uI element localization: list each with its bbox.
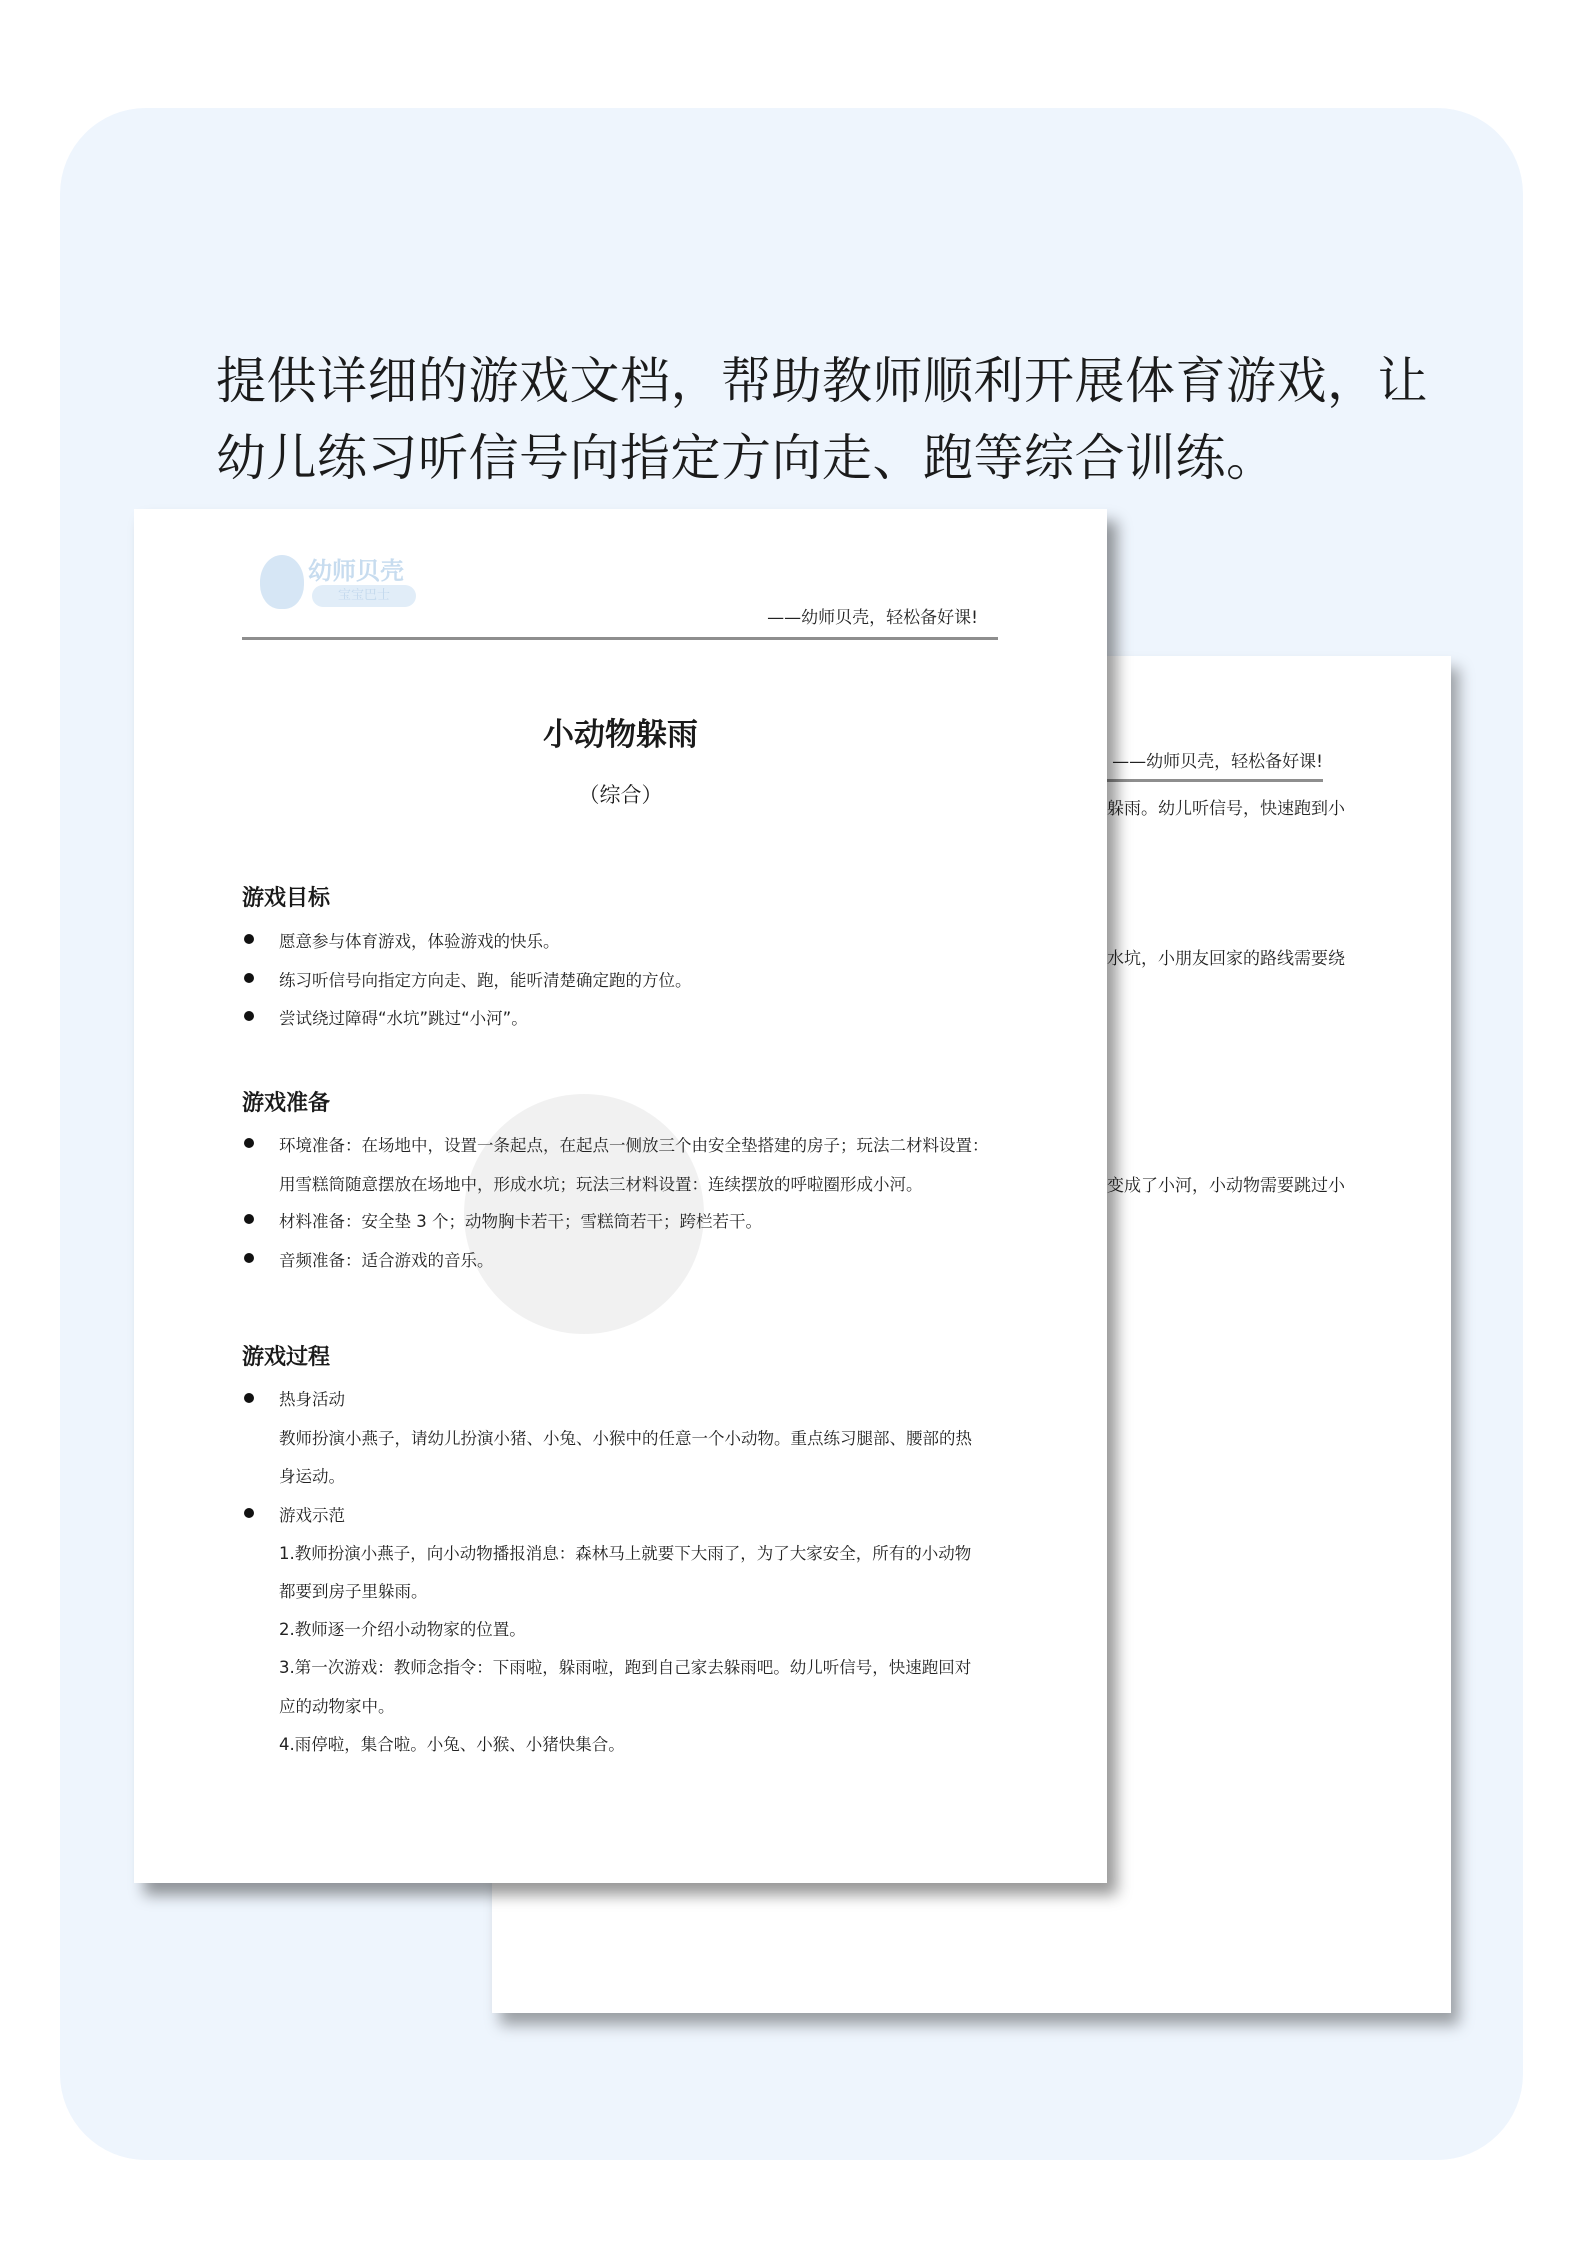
- bullet-icon: [244, 1253, 254, 1263]
- list-item: 尝试绕过障碍“水坑”跳过“小河”。: [279, 1009, 528, 1028]
- doc-title: 小动物躲雨: [543, 717, 698, 753]
- page-tagline: ——幼师贝壳，轻松备好课!: [767, 608, 978, 628]
- body-line: 应的动物家中。: [279, 1697, 395, 1716]
- section-heading: 游戏目标: [242, 886, 331, 911]
- body-line: 教师扮演小燕子，请幼儿扮演小猪、小兔、小猴中的任意一个小动物。重点练习腿部、腰部的热: [279, 1429, 972, 1448]
- headline-line: 提供详细的游戏文档，帮助教师顺利开展体育游戏，让: [216, 352, 1428, 410]
- bullet-icon: [244, 1214, 254, 1224]
- page-tagline: ——幼师贝壳，轻松备好课!: [1112, 752, 1323, 772]
- bullet-icon: [244, 1138, 254, 1148]
- body-line: 水坑，小朋友回家的路线需要绕: [1107, 949, 1345, 969]
- bullet-icon: [244, 1011, 254, 1021]
- list-item: 音频准备：适合游戏的音乐。: [279, 1251, 494, 1270]
- body-line: 1.教师扮演小燕子，向小动物播报消息：森林马上就要下大雨了，为了大家安全，所有的小动物: [279, 1544, 972, 1563]
- body-line: 变成了小河，小动物需要跳过小: [1107, 1176, 1345, 1196]
- list-item: 游戏示范: [279, 1506, 345, 1525]
- headline-line: 幼儿练习听信号向指定方向走、跑等综合训练。: [216, 429, 1277, 487]
- headline: [216, 343, 1476, 497]
- list-item: 热身活动: [279, 1390, 345, 1409]
- logo-sub: 宝宝巴士: [312, 585, 416, 607]
- list-item: 材料准备：安全垫 3 个；动物胸卡若干；雪糕筒若干；跨栏若干。: [279, 1212, 762, 1231]
- brand-logo: [260, 551, 430, 617]
- logo-name: 幼师贝壳: [308, 557, 404, 585]
- bullet-icon: [244, 934, 254, 944]
- section-heading: 游戏过程: [242, 1345, 331, 1370]
- bullet-icon: [244, 1508, 254, 1518]
- section-heading: 游戏准备: [242, 1091, 331, 1116]
- shell-logo-icon: [260, 555, 304, 609]
- body-line: 2.教师逐一介绍小动物家的位置。: [279, 1620, 526, 1639]
- body-line: 身运动。: [279, 1467, 345, 1486]
- body-line: 躲雨。幼儿听信号，快速跑到小: [1107, 799, 1345, 819]
- document-page-front: [134, 509, 1107, 1883]
- list-item: 环境准备：在场地中，设置一条起点，在起点一侧放三个由安全垫搭建的房子；玩法二材料设置：: [279, 1136, 989, 1155]
- header-rule: [242, 637, 998, 640]
- body-line: 4.雨停啦，集合啦。小兔、小猴、小猪快集合。: [279, 1735, 625, 1754]
- watermark-logo-icon: [434, 1049, 734, 1349]
- list-item: 练习听信号向指定方向走、跑，能听清楚确定跑的方位。: [279, 971, 692, 990]
- doc-subtitle: （综合）: [578, 783, 663, 807]
- body-line: 3.第一次游戏：教师念指令：下雨啦，躲雨啦，跑到自己家去躲雨吧。幼儿听信号，快速跑回对: [279, 1658, 972, 1677]
- bullet-icon: [244, 1393, 254, 1403]
- list-item-cont: 用雪糕筒随意摆放在场地中，形成水坑；玩法三材料设置：连续摆放的呼啦圈形成小河。: [279, 1175, 923, 1194]
- list-item: 愿意参与体育游戏，体验游戏的快乐。: [279, 932, 560, 951]
- body-line: 都要到房子里躲雨。: [279, 1582, 428, 1601]
- bullet-icon: [244, 973, 254, 983]
